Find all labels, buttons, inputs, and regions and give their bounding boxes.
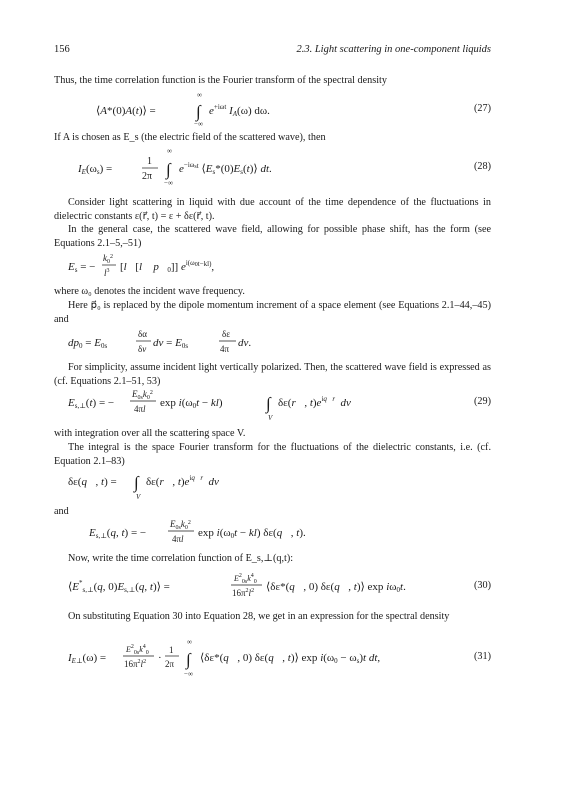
svg-text:E0sk02: $E_{0s}k_0^2$ [170,519,191,531]
equation-29 [54,386,491,422]
svg-text:∫: ∫ [134,473,139,492]
equation-29-formula [54,386,454,426]
svg-text:IE(ωs) =: IE(ωs) = [78,163,113,176]
equation-es-formula [54,250,434,284]
equation-es [54,250,491,278]
equation-30-formula [54,570,474,604]
svg-text:k02: $k_0^2$ [103,253,113,265]
svg-text:∫: ∫ [186,650,191,669]
paragraph-2: If A is chosen as E_s (the electric field of the scattered wave), then [54,132,326,143]
paragraph-6: Here p⃗₀ is replaced by the dipole momentum increment of a space element (see Equations 2.1–44,–45) and [54,300,491,325]
paragraph-12: On substituting Equation 30 into Equation 28, we get in an expression for the spectral density [68,611,450,622]
svg-text:dv = E0s: dv = E0s [153,337,189,350]
svg-text:4πl: 4πl [134,404,146,414]
svg-text:δα: δα [138,329,147,339]
svg-text:2π: 2π [142,171,153,182]
svg-text:[l⃗[l⃗ p⃗0]] ei(ω0t−kl),: [l⃗[l⃗ p⃗0]] $e^{i(\omega 0t-kl)}$, [120,259,215,274]
section-title: 2.3. Light scattering in one-component liquids [296,44,491,55]
svg-text:∫: ∫ [196,102,201,121]
svg-text:⟨A*(0)A(t)⟩ =: ⟨A*(0)A(t)⟩ = [96,105,156,117]
svg-text:E20sk40: $E^2_{0s}k^4_0$ [234,573,257,585]
svg-text:e−iωst ⟨Es*(0)Es(t)⟩ dt.: $e^{-i\omega st}$ ⟨Es*(0)Es(t)⟩ dt. [179,161,272,176]
page-number: 156 [54,44,70,55]
equation-27-formula [54,92,434,132]
svg-text:E20sk40: $E^2_{0s}k^4_0$ [126,644,149,656]
svg-text:1: 1 [169,645,174,655]
equation-number-28: (28) [474,161,491,172]
svg-text:∞: ∞ [167,147,172,155]
svg-text:IE⊥(ω) =: IE⊥(ω) = [68,652,107,665]
svg-text:4πl: 4πl [172,534,184,544]
equation-de [54,467,491,501]
equation-30 [54,570,491,598]
paragraph-9: The integral is the space Fourier transform for the fluctuations of the dielectric constants, i.e. (cf. Equation 2.1–83) [54,442,491,467]
svg-text:e+iωt IA(ω) dω.: $e^{+i\omega t}$ IA(ω) dω. [209,103,270,118]
paragraph-8: with integration over all the scattering space V. [54,428,246,439]
svg-text:δε(r⃗, t)eiq⃗r⃗dv: δε(r⃗, $t)e^{iq⃗r⃗}dv$ [146,474,219,488]
svg-text:exp i(ω0t − kl): exp i(ω0t − kl) [160,397,223,410]
svg-text:l3: $l^3$ [104,268,110,278]
equation-27 [54,91,491,128]
svg-text:∞: ∞ [197,91,202,99]
paragraph-1: Thus, the time correlation function is the Fourier transform of the spectral density [54,75,387,86]
svg-text:·: · [158,652,162,664]
svg-text:E0sk02: $E_{0s}k_0^2$ [132,389,153,401]
svg-text:V: V [136,493,141,501]
paragraph-5: where ω₀ denotes the incident wave frequency. [54,286,245,297]
svg-text:∫: ∫ [166,160,171,179]
svg-text:⟨δε*(q⃗, 0) δε(q⃗, t)⟩ exp iω0: ⟨δε*(q⃗, 0) δε(q⃗, t)⟩ exp iω0t. [266,581,406,594]
svg-text:16π2l2: $16\pi^2l^2$ [232,588,255,598]
equation-esq-formula [54,516,434,550]
svg-text:δε(r⃗, t)eiq⃗r⃗dv: δε(r⃗, $t)e^{iq⃗r⃗}dv$ [278,395,351,409]
paragraph-3: Consider light scattering in liquid with due account of the time dependence of the fluctuations in dielectric constants ε(r⃗, t) = ε + δε(r⃗, t). [54,197,491,222]
svg-text:δv: δv [138,344,147,354]
svg-text:Es,⊥(q, t) = −: Es,⊥(q, t) = − [89,527,147,540]
svg-text:16π2l2: $16\pi^2l^2$ [124,659,147,669]
svg-text:4π: 4π [220,344,230,354]
svg-text:dp0 = E0s: dp0 = E0s [68,337,108,350]
svg-text:V: V [268,414,273,422]
paragraph-4: In the general case, the scattered wave field, allowing for possible phase shift, has the form (see Equations 2.1–5,–51) [54,224,491,249]
svg-text:exp i(ω0t − kl) δε(q⃗, t).: exp i(ω0t − kl) δε(q⃗, t). [198,527,306,540]
svg-text:dv.: dv. [238,337,252,349]
svg-text:⟨E*s,⊥(q, 0)Es,⊥(q, t)⟩ =: $⟨E^*_{s,\perp}(q$, 0)Es,⊥(q, t)⟩ = [68,579,170,594]
svg-text:Es = −: Es = − [68,261,96,274]
equation-28 [54,147,491,187]
svg-text:δε(q⃗, t) =: δε(q⃗, t) = [68,476,117,488]
equation-esq [54,516,491,544]
svg-text:∞: ∞ [187,638,192,646]
paragraph-11: Now, write the time correlation function of E_s,⊥(q,t): [68,553,294,564]
svg-text:1: 1 [147,156,152,167]
svg-text:2π: 2π [165,659,175,669]
paragraph-7: For simplicity, assume incident light vertically polarized. Then, the scattered wave field is expressed as (cf. Equations 2.1–51, 53) [54,362,491,387]
svg-text:−∞: −∞ [194,120,203,128]
equation-number-29: (29) [474,396,491,407]
svg-text:⟨δε*(q⃗, 0) δε(q⃗, t)⟩ exp i(ω: ⟨δε*(q⃗, 0) δε(q⃗, t)⟩ exp i(ω0 − ωs)t dt, [200,652,381,665]
equation-28-formula [54,148,434,190]
equation-31-formula [54,639,474,681]
svg-text:Es,⊥(t) = −: Es,⊥(t) = − [68,397,115,410]
equation-dp [54,324,491,352]
equation-de-formula [54,467,434,505]
svg-text:δε: δε [222,329,231,339]
svg-text:−∞: −∞ [184,670,193,678]
svg-text:∫: ∫ [266,394,271,413]
equation-dp-formula [54,324,434,358]
paragraph-10: and [54,506,69,517]
svg-text:−∞: −∞ [164,179,173,187]
equation-number-31: (31) [474,651,491,662]
equation-number-30: (30) [474,580,491,591]
running-header [54,44,491,58]
equation-31 [54,638,491,678]
equation-number-27: (27) [474,103,491,114]
